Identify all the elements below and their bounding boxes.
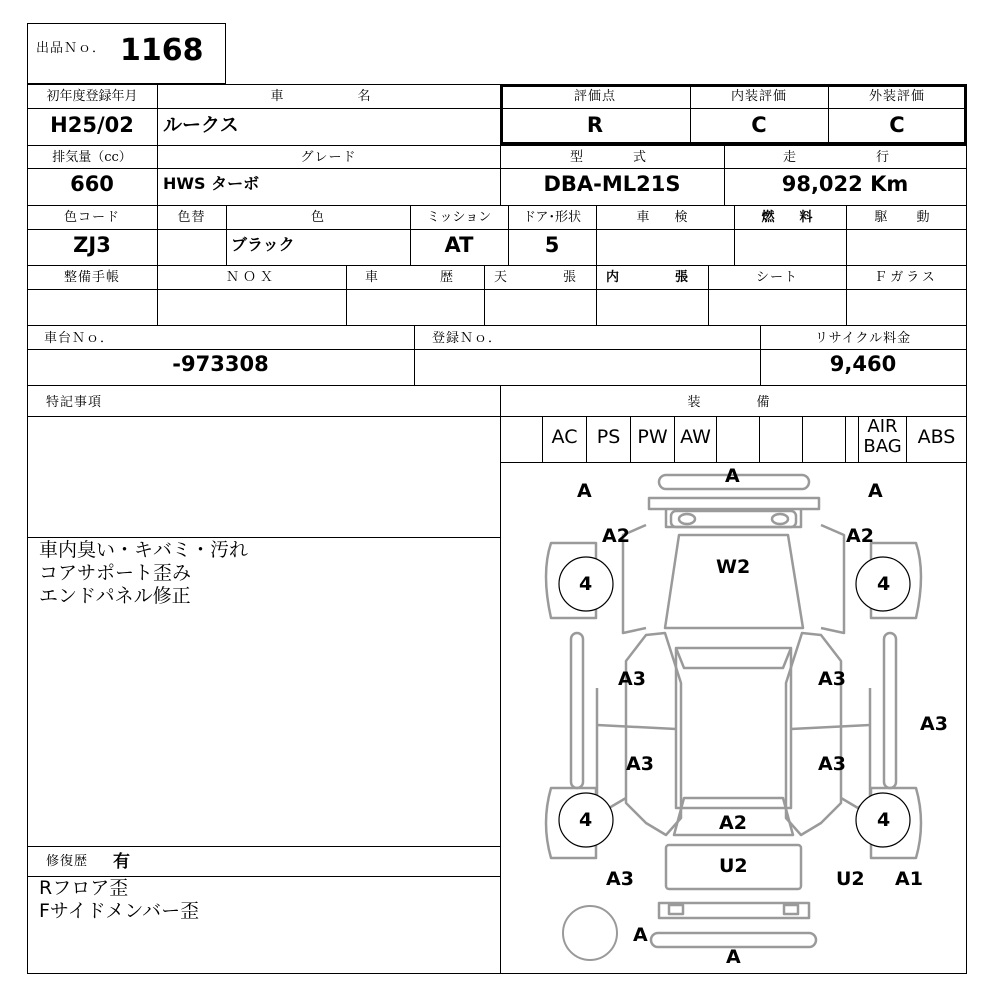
inspection-label: 車 検 — [636, 210, 694, 225]
damage-windshield: W2 — [716, 556, 751, 578]
damage-front-left-corner: A — [577, 480, 592, 502]
car-name-label: 車 名 — [270, 89, 387, 104]
equip-pw: PW — [637, 426, 668, 448]
damage-front-right-corner: A — [868, 480, 883, 502]
car-name-value: ルークス — [163, 114, 239, 136]
repair-label: 修復歴 — [46, 854, 89, 869]
equip-vline-6 — [759, 416, 760, 462]
spare-tire — [563, 906, 617, 960]
score-value: R — [586, 113, 604, 137]
door-label: ドア･形状 — [522, 210, 582, 225]
damage-right-front-door: A3 — [818, 668, 846, 690]
row5-vline-1 — [414, 325, 415, 385]
row2-bottom — [27, 205, 967, 206]
score-label: 評価点 — [573, 89, 616, 104]
notes-line-2: コアサポート歪み — [39, 562, 192, 584]
sunroof-label: 天 張 — [493, 270, 586, 285]
reg-no-label: 登録Ｎｏ． — [432, 331, 503, 346]
score-divider — [502, 108, 966, 109]
notes-line-3: エンドパネル修正 — [39, 585, 191, 607]
exterior-value: C — [889, 113, 905, 137]
lot-number-label: 出品Ｎｏ． — [36, 41, 107, 56]
recycle-label: リサイクル料金 — [814, 331, 912, 346]
roof-shape — [676, 648, 791, 808]
notes-label: 特記事項 — [46, 395, 103, 410]
windshield-shape — [665, 535, 803, 628]
equip-ps: PS — [596, 426, 621, 448]
damage-spare-area: A — [633, 924, 648, 946]
displacement-label: 排気量（cc） — [52, 150, 132, 165]
damage-right-rear-tire: 4 — [877, 809, 891, 831]
notes-text-separator — [27, 537, 501, 538]
lot-number-value: 1168 — [120, 33, 204, 68]
interior-value: C — [751, 113, 767, 137]
first-reg-value: H25/02 — [50, 113, 134, 137]
history-label: 車 歴 — [364, 270, 465, 285]
model-value: DBA-ML21S — [543, 172, 681, 196]
chassis-value: -973308 — [172, 352, 269, 376]
maintenance-label: 整備手帳 — [63, 270, 120, 285]
interior-label: 内装評価 — [730, 89, 787, 104]
damage-rear-glass-area: A2 — [719, 812, 747, 834]
grade-value: HWS ターボ — [163, 174, 260, 193]
damage-right-rear-door: A3 — [818, 753, 846, 775]
mileage-value: 98,022 Km — [781, 172, 909, 196]
car-damage-diagram — [501, 463, 966, 973]
repair-top-line — [27, 846, 501, 847]
damage-left-front-door: A3 — [618, 668, 646, 690]
grade-label: グレード — [300, 150, 357, 165]
equip-aw: AW — [680, 426, 711, 448]
damage-left-front-tire: 4 — [579, 573, 593, 595]
equip-airbag: AIR BAG — [863, 416, 902, 457]
row1-bottom — [27, 145, 967, 146]
recycle-value: 9,460 — [829, 352, 897, 376]
repair-value: 有 — [113, 852, 130, 872]
rear-bumper-shape — [651, 933, 816, 947]
first-reg-label: 初年度登録年月 — [46, 89, 138, 104]
damage-left-rear-tire: 4 — [579, 809, 593, 831]
row1-divider-left — [27, 108, 501, 109]
color-code-value: ZJ3 — [73, 233, 111, 257]
damage-right-rocker: A3 — [920, 713, 948, 735]
equip-vline-5 — [716, 416, 717, 462]
color-value: ブラック — [231, 235, 295, 254]
equip-ac: AC — [551, 426, 578, 448]
repair-line-1: Rフロア歪 — [39, 877, 129, 899]
nox-label: ＮＯＸ — [225, 270, 277, 285]
equip-vline-8 — [845, 416, 846, 462]
damage-left-fender: A2 — [602, 525, 630, 547]
headliner-label: 内 張 — [605, 270, 698, 285]
row4-bottom — [27, 325, 967, 326]
equip-abs: ABS — [917, 426, 956, 448]
mission-label: ミッション — [426, 210, 492, 225]
front-bumper-lower — [649, 498, 819, 509]
mileage-label: 走 行 — [782, 150, 907, 165]
damage-front-bumper: A — [725, 465, 740, 487]
color-change-label: 色替 — [177, 210, 206, 225]
row3-divider — [27, 229, 967, 230]
row5-bottom — [27, 385, 967, 386]
notes-header-line — [27, 416, 967, 417]
damage-right-quarter: U2 — [836, 868, 865, 890]
equip-vline-7 — [802, 416, 803, 462]
notes-line-1: 車内臭い・キバミ・汚れ — [39, 539, 249, 561]
damage-left-quarter: A3 — [606, 868, 634, 890]
damage-left-rear-door: A3 — [626, 753, 654, 775]
equipment-label: 装 備 — [687, 395, 780, 410]
repair-line-2: Fサイドメンバー歪 — [39, 900, 200, 922]
model-label: 型 式 — [569, 150, 654, 165]
row4-divider — [27, 289, 967, 290]
fglass-label: Ｆガラス — [874, 270, 938, 285]
seat-label: シート — [755, 270, 798, 285]
color-code-label: 色コード — [63, 210, 120, 225]
exterior-label: 外装評価 — [868, 89, 925, 104]
door-value: 5 — [544, 233, 560, 257]
damage-right-fender: A2 — [846, 525, 874, 547]
color-label: 色 — [310, 210, 325, 225]
row3-bottom — [27, 265, 967, 266]
damage-rear-door: U2 — [719, 855, 748, 877]
fuel-label: 燃 料 — [761, 210, 819, 225]
damage-right-tail: A1 — [895, 868, 923, 890]
row2-divider — [27, 168, 967, 169]
damage-right-front-tire: 4 — [877, 573, 891, 595]
damage-rear-bumper: A — [726, 946, 741, 968]
mission-value: AT — [444, 233, 474, 257]
drive-label: 駆 動 — [874, 210, 938, 225]
chassis-label: 車台Ｎｏ． — [44, 331, 115, 346]
displacement-value: 660 — [70, 172, 114, 196]
